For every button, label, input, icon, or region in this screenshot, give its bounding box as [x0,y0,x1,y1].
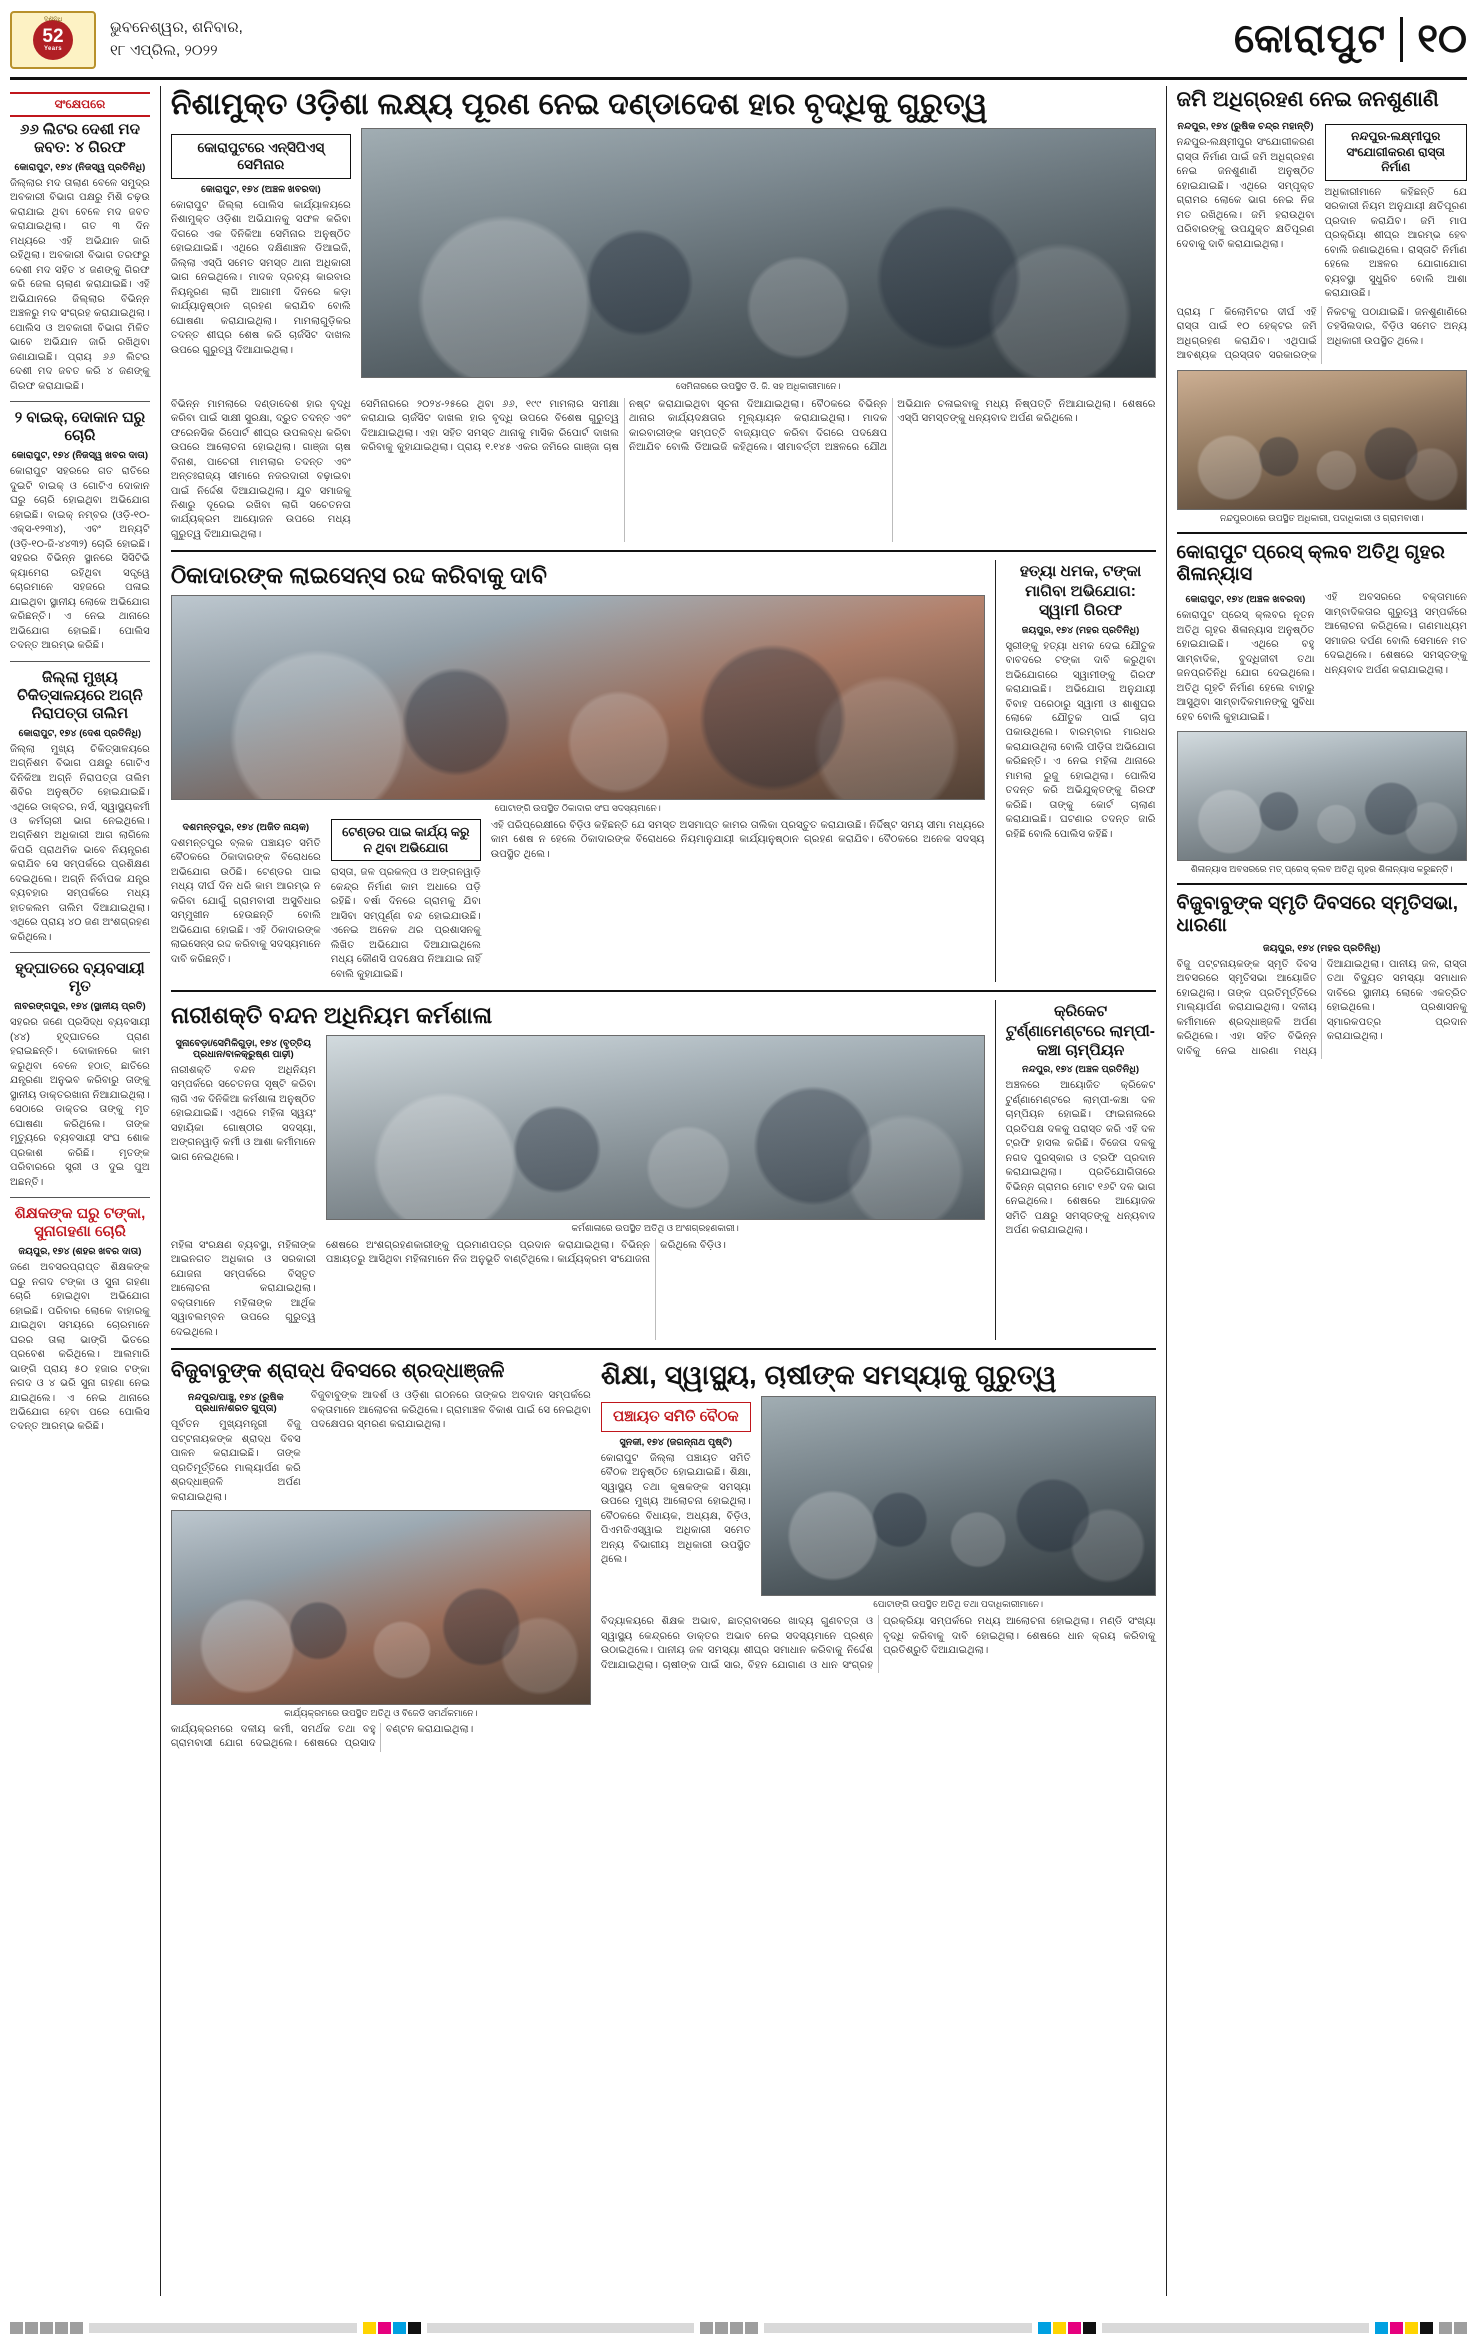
edu-health-story [601,1358,1156,1752]
registration-strip-3 [764,2323,1032,2333]
edu-health-text-rest [601,1615,1156,1673]
page-content [10,86,1467,2296]
masthead-place-line: ଭୁବନେଶ୍ୱର, ଶନିବାର, [110,19,243,36]
nari-text-col-3: ଶେଷରେ ଅଂଶଗ୍ରହଣକାରୀଙ୍କୁ ପ୍ରମାଣପତ୍ର ପ୍ରଦାନ କରାଯାଇଥିଲା। ବିଭିନ୍ନ ପଞ୍ଚାୟତରୁ ଆସିଥିବା ମହିଳାମାନେ ନିଜ ଅନୁଭୂତି ବାଣ୍ଟିଥିଲେ। କାର୍ଯ୍ୟକ୍ରମ ସଂଯୋଜନା କରିଥିଲେ ବିଡ଼ିଓ। [325,1239,726,1266]
sraddha-headline: ବିଜୁବାବୁଙ୍କ ଶ୍ରାଦ୍ଧ ଦିବସରେ ଶ୍ରଦ୍ଧାଞ୍ଜଳି [170,1360,505,1383]
sraddha-text-col-2: ବିଜୁବାବୁଙ୍କ ଆଦର୍ଶ ଓ ଓଡ଼ିଶା ଗଠନରେ ତାଙ୍କର ଅବଦାନ ସମ୍ପର୍କରେ ବକ୍ତାମାନେ ଆଲୋଚନା କରିଥିଲେ। ଗ୍ରାମାଞ୍ଚଳ ବିକାଶ ପାଇଁ ସେ ନେଇଥିବା ପଦକ୍ଷେପର ସ୍ମରଣ କରାଯାଇଥିଲା। [310,1390,591,1431]
column-rule [995,1000,996,1340]
brief-dateline: ଜୟପୁର, ୧୭୪ (ଶହର ଖବର ଦାତା) [18,1246,142,1258]
press-club-text-col-1: କୋରାପୁଟ ପ୍ରେସ୍ କ୍ଲବର ନୂତନ ଅତିଥି ଗୃହର ଶିଳାନ୍ୟାସ ଅନୁଷ୍ଠିତ ହୋଇଯାଇଛି। ଏଥିରେ ବହୁ ସାମ୍ବାଦିକ, ବୁଦ୍ଧିଜୀବୀ ତଥା ଜନପ୍ରତିନିଧି ଯୋଗ ଦେଇଥିଲେ। ଅତିଥି ଗୃହଟି ନିର୍ମାଣ ହେଲେ ବାହାରୁ ଆସୁଥିବା ସାମ୍ବାଦିକମାନଙ୍କୁ ସୁବିଧା ହେବ ବୋଲି କୁହାଯାଇଛି। [1176,610,1315,723]
bottom-row [171,1358,1156,1752]
registration-gray-mid [700,2322,758,2334]
contractor-photo-caption: ପୋଟାଙ୍ଗି ଉପସ୍ଥିତ ଠିକାଦାର ସଂଘ ସଦସ୍ୟମାନେ। [494,802,661,813]
masthead-right [1234,17,1467,62]
brief-headline: ଶିକ୍ଷକଙ୍କ ଘରୁ ଟଙ୍କା, ସୁନାଗହଣା ଚୋରି [14,1205,146,1241]
contractor-kicker-box: ଟେଣ୍ଡର ପାଇ କାର୍ଯ୍ୟ କରୁ ନ ଥିବା ଅଭିଯୋଗ [331,819,481,862]
land-photo-caption: ନନ୍ଦପୁରଠାରେ ଉପସ୍ଥିତ ଅଧିକାରୀ, ପଦାଧିକାରୀ ଓ ଗ୍ରାମବାସୀ। [1219,512,1424,523]
masthead [10,8,1467,80]
registration-strip-4 [1102,2323,1370,2333]
main-column [171,86,1156,2296]
column-rule [995,560,996,982]
edu-health-text-col-2: ବିଦ୍ୟାଳୟରେ ଶିକ୍ଷକ ଅଭାବ, ଛାତ୍ରାବାସରେ ଖାଦ୍ୟ ଗୁଣବତ୍ତା ଓ ସ୍ୱାସ୍ଥ୍ୟ କେନ୍ଦ୍ରରେ ଡାକ୍ତର ଅଭାବ ନେଇ ସଦସ୍ୟମାନେ ପ୍ରଶ୍ନ ଉଠାଇଥିଲେ। ପାନୀୟ ଜଳ ସମସ୍ୟା ଶୀଘ୍ର ସମାଧାନ କରିବାକୁ ନିର୍ଦ୍ଦେଶ ଦିଆଯାଇଥିଲା। [600,1616,874,1671]
nari-photo-caption: କର୍ମଶାଳାରେ ଉପସ୍ଥିତ ଅତିଥି ଓ ଅଂଶଗ୍ରହଣକାରୀ। [571,1222,739,1233]
brief-item [10,960,150,1190]
cricket-text: ଅଞ୍ଚଳରେ ଆୟୋଜିତ କ୍ରିକେଟ ଟୁର୍ଣ୍ଣାମେଣ୍ଟରେ ଲାମ୍ପୀ-କଞ୍ଚା ଦଳ ଚାମ୍ପିୟନ ହୋଇଛି। ଫାଇନାଲରେ ପ୍ରତିପକ୍ଷ ଦଳକୁ ପରାସ୍ତ କରି ଏହି ଦଳ ଟ୍ରଫି ହାସଲ କରିଛି। ବିଜେତା ଦଳକୁ ନଗଦ ପୁରସ୍କାର ଓ ଟ୍ରଫି ପ୍ରଦାନ କରାଯାଇଥିଲା। ପ୍ରତିଯୋଗିତାରେ ବିଭିନ୍ନ ଗ୍ରାମର ମୋଟ ୧୬ଟି ଦଳ ଭାଗ ନେଇଥିଲେ। ଶେଷରେ ଆୟୋଜକ ସମିତି ପକ୍ଷରୁ ସମସ୍ତଙ୍କୁ ଧନ୍ୟବାଦ ଅର୍ପଣ କରାଯାଇଥିଲା। [1005,1080,1156,1237]
lead-text-rest [361,398,1156,543]
lead-top-row [171,128,1156,392]
brief-divider [10,952,150,953]
brief-item [10,669,150,946]
brief-divider [10,401,150,402]
press-club-text-col-2: ଏହି ଅବସରରେ ବକ୍ତାମାନେ ସାମ୍ବାଦିକତାର ଗୁରୁତ୍ୱ ସମ୍ପର୍କରେ ଆଲୋଚନା କରିଥିଲେ। ଗଣମାଧ୍ୟମ ସମାଜର ଦର୍ପଣ ବୋଲି ସେମାନେ ମତ ଦେଇଥିଲେ। ଶେଷରେ ସମସ୍ତଙ୍କୁ ଧନ୍ୟବାଦ ଅର୍ପଣ କରାଯାଇଥିଲା। [1324,592,1467,676]
brief-text: ସହରର ଜଣେ ପ୍ରସିଦ୍ଧ ବ୍ୟବସାୟୀ (୪୪) ହୃଦ୍‌ଘାତରେ ପ୍ରାଣ ହରାଇଛନ୍ତି। ଦୋକାନରେ କାମ କରୁଥିବା ବେଳେ ହଠାତ୍ ଛାତିରେ ଯନ୍ତ୍ରଣା ଅନୁଭବ କରିବାରୁ ତାଙ୍କୁ ସ୍ଥାନୀୟ ଡାକ୍ତରଖାନା ନିଆଯାଇଥିଲା। ସେଠାରେ ଡାକ୍ତର ତାଙ୍କୁ ମୃତ ଘୋଷଣା କରିଥିଲେ। ତାଙ୍କ ମୃତ୍ୟୁରେ ବ୍ୟବସାୟୀ ସଂଘ ଶୋକ ପ୍ରକାଶ କରିଛି। ମୃତଙ୍କ ପରିବାରରେ ସ୍ତ୍ରୀ ଓ ଦୁଇ ପୁଅ ଅଛନ୍ତି। [10,1017,150,1188]
brief-headline: ହୃଦ୍‌ଘାତରେ ବ୍ୟବସାୟୀ ମୃତ [15,960,145,996]
sraddha-dateline: ନନ୍ଦପୁର/ପାଞ୍ଚୁ, ୧୭୪ (ରୁଷିକ ପ୍ରଧାନ/ଶରତ ଗୁପ୍ତା) [187,1392,284,1415]
brief-dateline: କୋରାପୁଟ, ୧୭୪ (ଦେଶ ପ୍ରତିନିଧି) [18,727,142,739]
section-divider [171,550,1156,552]
lead-photo [361,128,1156,378]
logo-number: 52 [42,26,64,47]
memorial-headline: ବିଜୁବାବୁଙ୍କ ସ୍ମୃତି ଦିବସରେ ସ୍ମୃତିସଭା, ଧାରଣା [1176,893,1459,937]
edu-health-headline: ଶିକ୍ଷା, ସ୍ୱାସ୍ଥ୍ୟ, ଚାଷୀଙ୍କ ସମସ୍ୟାକୁ ଗୁରୁତ୍ୱ [600,1360,1057,1391]
sraddha-photo [171,1510,591,1705]
masthead-dateline [110,17,243,62]
publication-logo [10,11,96,69]
murder-story [1006,560,1156,982]
section-divider [1177,532,1467,534]
right-column [1177,86,1467,2296]
contractor-dateline: ଦଶମନ୍ତପୁର, ୧୭୪ (ଅଜିତ ନାୟକ) [182,821,310,833]
land-dateline: ନନ୍ଦପୁର, ୧୭୪ (ରୁଷିକ ଚନ୍ଦ୍ର ମହାନ୍ତି) [1177,121,1314,133]
briefs-column [10,86,150,2296]
cricket-story [1006,1000,1156,1340]
section-title: କୋରାପୁଟ [1234,17,1387,61]
press-club-dateline: କୋରାପୁଟ, ୧୭୪ (ଅଞ୍ଚଳ ଖବରଦା) [1185,594,1306,606]
cricket-dateline: ନନ୍ଦପୁର, ୧୭୪ (ଅଞ୍ଚଳ ପ୍ରତିନିଧି) [1022,1064,1140,1076]
logo-anniversary-badge [33,20,73,60]
memorial-text-col-2: ଏହା ସହିତ ବିଭିନ୍ନ ଦାବିକୁ ନେଇ ଧାରଣା ମଧ୍ୟ ଦିଆଯାଇଥିଲା। ପାନୀୟ ଜଳ, ରାସ୍ତା ତଥା ବିଦ୍ୟୁତ ସମସ୍ୟା ସମାଧାନ ଦାବିରେ ସ୍ଥାନୀୟ ଲୋକେ ଏକତ୍ରିତ ହୋଇଥିଲେ। ପ୍ରଶାସନକୁ ସ୍ମାରକପତ୍ର ପ୍ରଦାନ କରାଯାଇଥିଲା। [1176,958,1467,1057]
lead-text-col-2: ବିଭିନ୍ନ ମାମଲାରେ ଦଣ୍ଡାଦେଶ ହାର ବୃଦ୍ଧି କରିବା ପାଇଁ ସାକ୍ଷୀ ସୁରକ୍ଷା, ଦ୍ରୁତ ତଦନ୍ତ ଏବଂ ଫରେନସିକ ରିପୋର୍ଟ ଶୀଘ୍ର ଉପଲବ୍ଧ କରିବା ଉପରେ ଆଲୋଚନା ହୋଇଥିଲା। ଗାଞ୍ଜା ଚାଷ ବିନାଶ, ପାଚେରୀ ମାମଲାର ତଦନ୍ତ ଏବଂ ଅନ୍ତଃରାଜ୍ୟ ସୀମାରେ ନଜରଦାରୀ ବଢ଼ାଇବା ପାଇଁ ନିର୍ଦ୍ଦେଶ ଦିଆଯାଇଥିଲା। ଯୁବ ସମାଜକୁ ନିଶାରୁ ଦୂରେଇ ରଖିବା ଲାଗି ସଚେତନତା କାର୍ଯ୍ୟକ୍ରମ ଆୟୋଜନ ଉପରେ ମଧ୍ୟ ଗୁରୁତ୍ୱ ଦିଆଯାଇଥିଲା। [170,398,351,540]
section-divider [1177,883,1467,885]
land-text-col-3: ପ୍ରାୟ ୮ କିଲୋମିଟର ଦୀର୍ଘ ଏହି ରାସ୍ତା ପାଇଁ ୧୦ ହେକ୍ଟର ଜମି ଅଧିଗ୍ରହଣ କରାଯିବ। ଏଥିପାଇଁ ଆବଶ୍ୟକ ପ୍ରସ୍ତାବ ସରକାରଙ୍କ ନିକଟକୁ ପଠାଯାଇଛି। ଜନଶୁଣାଣିରେ ତହସିଲଦାର, ବିଡ଼ିଓ ସମେତ ଅନ୍ୟ ଅଧିକାରୀ ଉପସ୍ଥିତ ଥିଲେ। [1176,306,1467,362]
logo-years-label: Years [43,46,63,52]
contractor-photo [171,595,985,800]
nari-row [171,1000,1156,1340]
brief-text: ଜିଲ୍ଲାର ମଦ ତାଲାଣ ବେଳେ ସମୁଦ୍ର ଅବକାରୀ ବିଭାଗ ପକ୍ଷରୁ ମିଶି ଚଢ଼ଉ କରାଯାଇ ଥିବା ବେଳେ ମଦ ଜବତ କରାଯାଇଥିଲା। ଗତ ୩ ଦିନ ମଧ୍ୟରେ ଏହି ଅଭିଯାନ ଜାରି ରହିଥିଲା। ଅବକାରୀ ବିଭାଗ ତରଫରୁ ଦେଶୀ ମଦ ସହିତ ୪ ଜଣଙ୍କୁ ଗିରଫ କରି ଜେଲ ଚାଲାଣ କରାଯାଇଛି। ଏହି ଅଭିଯାନରେ ଜିଲ୍ଲାର ବିଭିନ୍ନ ଅଞ୍ଚଳରୁ ମଦ ସଂଗ୍ରହ କରାଯାଇଥିଲା। ପୋଲିସ ଓ ଅବକାରୀ ବିଭାଗ ମିଳିତ ଭାବେ ଅଭିଯାନ ଜାରି ରଖିଥିବା ଜଣାଯାଇଛି। ପ୍ରାୟ ୬୬ ଲିଟର ଦେଶୀ ମଦ ଜବତ କରି ୪ ଜଣଙ୍କୁ ଗିରଫ କରାଯାଇଛି। [10,178,150,392]
registration-gray-right [1439,2322,1467,2334]
nari-text-col-1: ନାରୀଶକ୍ତି ବନ୍ଦନ ଅଧିନିୟମ ସମ୍ପର୍କରେ ସଚେତନତା ସୃଷ୍ଟି କରିବା ଲାଗି ଏକ ଦିନିକିଆ କର୍ମଶାଳା ଅନୁଷ୍ଠିତ ହୋଇଯାଇଛି। ଏଥିରେ ମହିଳା ସ୍ୱୟଂ ସହାୟିକା ଗୋଷ୍ଠୀର ସଦସ୍ୟା, ଅଙ୍ଗନୱାଡ଼ି କର୍ମୀ ଓ ଆଶା କର୍ମୀମାନେ ଭାଗ ନେଇଥିଲେ। [170,1064,316,1163]
sraddha-text-col-1: ପୂର୍ବତନ ମୁଖ୍ୟମନ୍ତ୍ରୀ ବିଜୁ ପଟ୍ଟନାୟକଙ୍କ ଶ୍ରାଦ୍ଧ ଦିବସ ପାଳନ କରାଯାଇଛି। ତାଙ୍କ ପ୍ରତିମୂର୍ତ୍ତିରେ ମାଲ୍ୟାର୍ପଣ କରି ଶ୍ରଦ୍ଧାଞ୍ଜଳି ଅର୍ପଣ କରାଯାଇଥିଲା। [170,1419,301,1503]
lead-dateline: କୋରାପୁଟ, ୧୭୪ (ଅଞ୍ଚଳ ଖବରଦା) [200,183,321,195]
sraddha-story [171,1358,591,1752]
print-registration-bar [10,2321,1467,2335]
registration-color-3 [1375,2322,1433,2334]
brief-headline: ୬୬ ଲିଟର ଦେଶୀ ମଦ ଜବତ: ୪ ଗିରଫ [19,121,140,156]
sraddha-photo-caption: କାର୍ଯ୍ୟକ୍ରମରେ ଉପସ୍ଥିତ ଅତିଥି ଓ ବିଜେଡି ସମର୍ଥକମାନେ। [284,1707,478,1718]
memorial-text-col-1: ବିଜୁ ପଟ୍ଟନାୟକଙ୍କ ସ୍ମୃତି ଦିବସ ଅବସରରେ ସ୍ମୃତିସଭା ଆୟୋଜିତ ହୋଇଥିଲା। ତାଙ୍କ ପ୍ରତିମୂର୍ତ୍ତିରେ ମାଲ୍ୟାର୍ପଣ କରାଯାଇଥିଲା। ଦଳୀୟ କର୍ମୀମାନେ ଶ୍ରଦ୍ଧାଞ୍ଜଳି ଅର୍ପଣ କରିଥିଲେ। [1176,958,1317,1043]
memorial-text [1177,958,1467,1059]
registration-strip-2 [427,2323,695,2333]
brief-item [10,409,150,653]
edu-health-dateline: ସୁନକୀ, ୧୭୪ (ଜଗନ୍ନାଥ ପୃଷ୍ଟି) [619,1436,733,1448]
nari-text-col-2: ମହିଳା ସଂରକ୍ଷଣ ବ୍ୟବସ୍ଥା, ମହିଳାଙ୍କ ଆଇନଗତ ଅଧିକାର ଓ ସରକାରୀ ଯୋଜନା ସମ୍ପର୍କରେ ବିସ୍ତୃତ ଆଲୋଚନା କରାଯାଇଥିଲା। ବକ୍ତାମାନେ ମହିଳାଙ୍କ ଆର୍ଥିକ ସ୍ୱାବଲମ୍ବନ ଉପରେ ଗୁରୁତ୍ୱ ଦେଇଥିଲେ। [170,1239,316,1338]
brief-text: ଜିଲ୍ଲା ମୁଖ୍ୟ ଚିକିତ୍ସାଳୟରେ ଅଗ୍ନିଶମ ବିଭାଗ ପକ୍ଷରୁ ଗୋଟିଏ ଦିନିକିଆ ଅଗ୍ନି ନିରାପତ୍ତା ତାଲିମ ଶିବିର ଅନୁଷ୍ଠିତ ହୋଇଯାଇଛି। ଏଥିରେ ଡାକ୍ତର, ନର୍ସ, ସ୍ୱାସ୍ଥ୍ୟକର୍ମୀ ଓ କର୍ମଚାରୀ ଭାଗ ନେଇଥିଲେ। ଅଗ୍ନିଶମ ଅଧିକାରୀ ଆଗ ଲାଗିଲେ କିପରି ପ୍ରାଥମିକ ଭାବେ ନିୟନ୍ତ୍ରଣ କରାଯିବ ସେ ସମ୍ପର୍କରେ ପ୍ରଶିକ୍ଷଣ ଦେଇଥିଲେ। ଅଗ୍ନି ନିର୍ବାପକ ଯନ୍ତ୍ର ବ୍ୟବହାର ସମ୍ପର୍କରେ ମଧ୍ୟ ହାତକଲମ ତାଲିମ ଦିଆଯାଇଥିଲା। ଏଥିରେ ପ୍ରାୟ ୪୦ ଜଣ ଅଂଶଗ୍ରହଣ କରିଥିଲେ। [10,743,150,943]
land-headline: ଜମି ଅଧିଗ୍ରହଣ ନେଇ ଜନଶୁଣାଣି [1176,88,1439,111]
brief-dateline: କୋରାପୁଟ, ୧୭୪ (ନିଜସ୍ୱ ପ୍ରତିନିଧି) [14,162,146,173]
contractor-row [171,560,1156,982]
murder-text: ସ୍ତ୍ରୀଙ୍କୁ ହତ୍ୟା ଧମକ ଦେଇ ଯୌତୁକ ବାବଦରେ ଟଙ୍କା ଦାବି କରୁଥିବା ଅଭିଯୋଗରେ ସ୍ୱାମୀଙ୍କୁ ଗିରଫ କରାଯାଇଛି। ଅଭିଯୋଗ ଅନୁଯାୟୀ ବିବାହ ପରେଠାରୁ ସ୍ୱାମୀ ଓ ଶାଶୁଘର ଲୋକେ ଯୌତୁକ ପାଇଁ ଚାପ ପକାଉଥିଲେ। ବାରମ୍ବାର ମାରଧର କରାଯାଉଥିଲା ବୋଲି ପୀଡ଼ିତା ଅଭିଯୋଗ କରିଛନ୍ତି। ଏ ନେଇ ମହିଳା ଥାନାରେ ମାମଲା ରୁଜୁ ହୋଇଥିଲା। ପୋଲିସ ତଦନ୍ତ କରି ଅଭିଯୁକ୍ତଙ୍କୁ ଗିରଫ କରିଛି। ତାଙ୍କୁ କୋର୍ଟ ଚାଲାଣ କରାଯାଇଛି। ଘଟଣାର ତଦନ୍ତ ଜାରି ରହିଛି ବୋଲି ପୋଲିସ କହିଛି। [1005,640,1156,840]
brief-dateline: ନାବରଙ୍ଗପୁର, ୧୭୪ (ସ୍ଥାନୀୟ ପ୍ରତି) [14,1001,146,1013]
lead-photo-caption: ସେମିନାରରେ ଉପସ୍ଥିତ ଡି. ଜି. ସହ ଅଧିକାରୀମାନେ। [675,380,841,391]
masthead-left [10,11,243,69]
edu-health-text-col-3: ଚାଷୀଙ୍କ ପାଇଁ ସାର, ବିହନ ଯୋଗାଣ ଓ ଧାନ ସଂଗ୍ରହ ପ୍ରକ୍ରିୟା ସମ୍ପର୍କରେ ମଧ୍ୟ ଆଲୋଚନା ହୋଇଥିଲା। ମଣ୍ଡି ସଂଖ୍ୟା ବୃଦ୍ଧି କରିବାକୁ ଦାବି ହୋଇଥିଲା। ଶେଷରେ ଧାନ କ୍ରୟ କରିବାକୁ ପ୍ରତିଶ୍ରୁତି ଦିଆଯାଇଥିଲା। [662,1616,1156,1671]
land-kicker-box: ନନ୍ଦପୁର-ଲକ୍ଷ୍ମୀପୁର ସଂଯୋଗୀକରଣ ରାସ୍ତା ନିର୍ମାଣ [1325,124,1467,181]
press-club-headline: କୋରାପୁଟ ପ୍ରେସ୍ କ୍ଲବ ଅତିଥି ଗୃହର ଶିଳାନ୍ୟାସ [1176,541,1445,585]
brief-headline: ୨ ବାଇକ୍, ଦୋକାନ ଘରୁ ଚୋରି [14,409,146,445]
contractor-text-col-3: ଏହି ପରିପ୍ରେକ୍ଷୀରେ ବିଡ଼ିଓ କହିଛନ୍ତି ଯେ ସମସ୍ତ ଅସମାପ୍ତ କାମର ତାଲିକା ପ୍ରସ୍ତୁତ କରାଯାଉଛି। ନିର୍ଦ୍ଦିଷ୍ଟ ସମୟ ସୀମା ମଧ୍ୟରେ କାମ ଶେଷ ନ ହେଲେ ଠିକାଦାରଙ୍କ ବିରୋଧରେ ନିୟମାନୁଯାୟୀ କାର୍ଯ୍ୟାନୁଷ୍ଠାନ ଗ୍ରହଣ କରାଯିବ। ବୈଠକରେ ଅନେକ ସଦସ୍ୟ ଉପସ୍ଥିତ ଥିଲେ। [490,819,985,860]
registration-strip-1 [89,2323,357,2333]
lead-bottom-row [171,398,1156,543]
lead-headline: ନିଶାମୁକ୍ତ ଓଡ଼ିଶା ଲକ୍ଷ୍ୟ ପୂରଣ ନେଇ ଦଣ୍ଡାଦେଶ ହାର ବୃଦ୍ଧିକୁ ଗୁରୁତ୍ୱ [170,88,988,121]
brief-dateline: କୋରାପୁଟ, ୧୭୪ (ନିଜସ୍ୱ ଖବର ଦାତା) [11,450,149,462]
registration-color-1 [363,2322,421,2334]
brief-divider [10,1197,150,1198]
edu-health-photo [761,1396,1156,1596]
section-divider [171,990,1156,992]
contractor-text-col-2: ରାସ୍ତା, ଜଳ ପ୍ରକଳ୍ପ ଓ ଅଙ୍ଗନୱାଡ଼ି କେନ୍ଦ୍ର ନିର୍ମାଣ କାମ ଅଧାରେ ପଡ଼ି ରହିଛି। ବର୍ଷା ଦିନରେ ଗ୍ରାମକୁ ଯିବା ଆସିବା ସମ୍ପୂର୍ଣ୍ଣ ବନ୍ଦ ହୋଇଯାଉଛି। ଏନେଇ ଅନେକ ଥର ପ୍ରଶାସନକୁ ଲିଖିତ ଅଭିଯୋଗ ଦିଆଯାଇଥିଲେ ମଧ୍ୟ କୌଣସି ପଦକ୍ଷେପ ନିଆଯାଇ ନାହିଁ ବୋଲି କୁହାଯାଇଛି। [330,867,481,980]
contractor-text-col-1: ଦଶମନ୍ତପୁର ବ୍ଲକ ପଞ୍ଚାୟତ ସମିତି ବୈଠକରେ ଠିକାଦାରଙ୍କ ବିରୋଧରେ ଅଭିଯୋଗ ଉଠିଛି। ଟେଣ୍ଡର ପାଇ ମଧ୍ୟ ଦୀର୍ଘ ଦିନ ଧରି କାମ ଆରମ୍ଭ ନ କରିବା ଯୋଗୁଁ ଗ୍ରାମବାସୀ ଅସୁବିଧାର ସମ୍ମୁଖୀନ ହେଉଛନ୍ତି ବୋଲି ଅଭିଯୋଗ ହୋଇଛି। ଏହି ଠିକାଦାରଙ୍କ ଲାଇସେନ୍ସ ରଦ୍ଦ କରିବାକୁ ସଦସ୍ୟମାନେ ଦାବି କରିଛନ୍ତି। [170,837,321,965]
column-rule [160,86,161,2296]
land-text-col-2: ଅଧିକାରୀମାନେ କହିଛନ୍ତି ଯେ ସରକାରୀ ନିୟମ ଅନୁଯାୟୀ କ୍ଷତିପୂରଣ ପ୍ରଦାନ କରାଯିବ। ଜମି ମାପ ପ୍ରକ୍ରିୟା ଶୀଘ୍ର ଆରମ୍ଭ ହେବ ବୋଲି ଜଣାଇଥିଲେ। ରାସ୍ତାଟି ନିର୍ମାଣ ହେଲେ ଅଞ୍ଚଳର ଯୋଗାଯୋଗ ବ୍ୟବସ୍ଥା ସୁଧୁରିବ ବୋଲି ଆଶା କରାଯାଉଛି। [1324,186,1467,300]
edu-health-text-col-1: କୋରାପୁଟ ଜିଲ୍ଲା ପଞ୍ଚାୟତ ସମିତି ବୈଠକ ଅନୁଷ୍ଠିତ ହୋଇଯାଇଛି। ଶିକ୍ଷା, ସ୍ୱାସ୍ଥ୍ୟ ତଥା କୃଷକଙ୍କ ସମସ୍ୟା ଉପରେ ମୁଖ୍ୟ ଆଲୋଚନା ହୋଇଥିଲା। ବୈଠକରେ ବିଧାୟକ, ଅଧ୍ୟକ୍ଷ, ବିଡ଼ିଓ, ପିଏମଜିଏସ୍‌ୱାଇ ଅଧିକାରୀ ସମେତ ଅନ୍ୟ ବିଭାଗୀୟ ଅଧିକାରୀ ଉପସ୍ଥିତ ଥିଲେ। [600,1452,751,1566]
registration-color-2 [1038,2322,1096,2334]
page-number: ୧୦ [1400,17,1467,62]
logo-top-text: ଦଶନ୍ଧି [43,15,63,23]
edu-health-kicker-box: ପଞ୍ଚାୟତ ସମିତି ବୈଠକ [601,1402,751,1432]
land-text-col-1: ନନ୍ଦପୁର-ଲକ୍ଷ୍ମୀପୁର ସଂଯୋଗୀକରଣ ରାସ୍ତା ନିର୍ମାଣ ପାଇଁ ଜମି ଅଧିଗ୍ରହଣ ନେଇ ଜନଶୁଣାଣି ଅନୁଷ୍ଠିତ ହୋଇଯାଇଛି। ଏଥିରେ ସମ୍ପୃକ୍ତ ଗ୍ରାମର ଲୋକେ ଭାଗ ନେଇ ନିଜ ମତ ରଖିଥିଲେ। ଜମି ହରାଉଥିବା ପରିବାରଙ୍କୁ ଉପଯୁକ୍ତ କ୍ଷତିପୂରଣ ଦେବାକୁ ଦାବି କରାଯାଇଥିଲା। [1176,137,1315,250]
land-photo [1177,370,1467,510]
nari-photo [326,1035,985,1220]
press-club-photo-caption: ଶିଳାନ୍ୟାସ ଅବସରରେ ମତ୍ ପ୍ରେସ୍ କ୍ଲବ ଅତିଥି ଗୃହର ଶିଳାନ୍ୟାସ କରୁଛନ୍ତି। [1190,864,1453,875]
edu-health-photo-caption: ପୋଟାଙ୍ଗି ଉପସ୍ଥିତ ଅତିଥି ତଥା ପଦାଧିକାରୀମାନେ। [873,1599,1044,1610]
lead-text-col-4: ବୈଠକରେ ବିଭିନ୍ନ ଥାନାର କାର୍ଯ୍ୟଦକ୍ଷତାର ମୂଲ୍ୟାୟନ କରାଯାଇଥିଲା। ମାଦକ କାରବାରୀଙ୍କ ସମ୍ପତ୍ତି ବାଜ୍ୟାପ୍ତ କରିବା ଦିଗରେ ପଦକ୍ଷେପ ନିଆଯିବ ବୋଲି ଡିଆଇଜି କହିଥିଲେ। ସୀମାବର୍ତ୍ତୀ ଅଞ୍ଚଳରେ ଯୌଥ ଅଭିଯାନ ଚଳାଇବାକୁ ମଧ୍ୟ ନିଷ୍ପତ୍ତି ନିଆଯାଇଥିଲା। ଶେଷରେ ଏସ୍‌ପି ସମସ୍ତଙ୍କୁ ଧନ୍ୟବାଦ ଅର୍ପଣ କରିଥିଲେ। [629,398,1156,454]
sraddha-text-col-3: କାର୍ଯ୍ୟକ୍ରମରେ ଦଳୀୟ କର୍ମୀ, ସମର୍ଥକ ତଥା ବହୁ ଗ୍ରାମବାସୀ ଯୋଗ ଦେଇଥିଲେ। ଶେଷରେ ପ୍ରସାଦ ବଣ୍ଟନ କରାଯାଇଥିଲା। [170,1723,474,1750]
nari-dateline: ସୁନାବେଡ଼ା/ସେମିଳିଗୁଡ଼ା, ୧୭୪ (ବୃତ୍ତିୟ ପ୍ରଧାନ/ବାଳକ୍ରୁଷ୍ଣ ପାଢ଼ୀ) [175,1037,312,1060]
lead-text-col-3: ସେମିନାରରେ ୨୦୨୪-୨୫ରେ ଥିବା ୬୬, ୧୯୯ ମାମଲାର ସମୀକ୍ଷା କରାଯାଇ ଚାର୍ଜସିଟ ଦାଖଲ ହାର ବୃଦ୍ଧି ଉପରେ ବିଶେଷ ଗୁରୁତ୍ୱ ଦିଆଯାଇଥିଲା। ଏହା ସହିତ ସମସ୍ତ ଥାନାକୁ ମାସିକ ରିପୋର୍ଟ ଦାଖଲ କରିବାକୁ କୁହାଯାଇଥିଲା। ପ୍ରାୟ ୧.୧୪୫ ଏକର ଜମିରେ ଗାଞ୍ଜା ଚାଷ ନଷ୍ଟ କରାଯାଇଥିବା ସୂଚନା ଦିଆଯାଇଥିଲା। [360,398,804,454]
murder-headline: ହତ୍ୟା ଧମକ, ଟଙ୍କା ମାଗିବା ଅଭିଯୋଗ: ସ୍ୱାମୀ ଗିରଫ [1019,563,1142,620]
contractor-headline: ଠିକାଦାରଙ୍କ ଲାଇସେନ୍ସ ରଦ୍ଦ କରିବାକୁ ଦାବି [170,562,547,589]
brief-divider [10,661,150,662]
masthead-date-line: ୧୮ ଏପ୍ରିଲ, ୨୦୨୨ [110,41,218,59]
lead-text-col-1: କୋରାପୁଟ ଜିଲ୍ଲା ପୋଲିସ କାର୍ଯ୍ୟାଳୟରେ ନିଶାମୁକ୍ତ ଓଡ଼ିଶା ଅଭିଯାନକୁ ସଫଳ କରିବା ଦିଗରେ ଏକ ଦିନିକିଆ ସେମିନାର ଅନୁଷ୍ଠିତ ହୋଇଯାଇଛି। ଏଥିରେ ଦକ୍ଷିଣାଞ୍ଚଳ ଡିଆଇଜି, ଜିଲ୍ଲା ଏସ୍‌ପି ସମେତ ସମସ୍ତ ଥାନା ଅଧିକାରୀ ଭାଗ ନେଇଥିଲେ। ମାଦକ ଦ୍ରବ୍ୟ କାରବାର ନିୟନ୍ତ୍ରଣ ଲାଗି ଆଗାମୀ ଦିନରେ କଡ଼ା କାର୍ଯ୍ୟାନୁଷ୍ଠାନ ଗ୍ରହଣ କରାଯିବ ବୋଲି ଘୋଷଣା କରାଯାଇଥିଲା। ମାମଲାଗୁଡ଼ିକର ତଦନ୍ତ ଶୀଘ୍ର ଶେଷ କରି ଚାର୍ଜସିଟ ଦାଖଲ ଉପରେ ଗୁରୁତ୍ୱ ଦିଆଯାଇଥିଲା। [170,199,351,356]
memorial-dateline: ଜୟପୁର, ୧୭୪ (ମହର ପ୍ରତିନିଧି) [1263,942,1381,954]
column-rule [1166,86,1167,2296]
murder-dateline: ଜୟପୁର, ୧୭୪ (ମହର ପ୍ରତିନିଧି) [1021,624,1140,636]
brief-text: କୋରାପୁଟ ସହରରେ ଗତ ରାତିରେ ଦୁଇଟି ବାଇକ୍ ଓ ଗୋଟିଏ ଦୋକାନ ଘରୁ ଚୋରି ହୋଇଥିବା ଅଭିଯୋଗ ହୋଇଛି। ବାଇକ୍ ନମ୍ବର (ଓଡ଼ି-୧୦-ଏକ୍ସ-୧୨୩୪), ଏବଂ ଅନ୍ୟଟି (ଓଡ଼ି-୧୦-ଜି-୪୪୩୨) ଚୋରି ହୋଇଛି। ସହରର ବିଭିନ୍ନ ସ୍ଥାନରେ ସିସିଟିଭି କ୍ୟାମେରା ରହିଥିବା ସତ୍ତ୍ୱେ ଚୋରମାନେ ସହଜରେ ପଳାଇ ଯାଇଥିବା ସ୍ଥାନୀୟ ଲୋକେ ଅଭିଯୋଗ କରିଛନ୍ତି। ଏ ନେଇ ଥାନାରେ ଅଭିଯୋଗ ହୋଇଛି। ପୋଲିସ ତଦନ୍ତ ଆରମ୍ଭ କରିଛି। [10,466,150,652]
brief-item [10,1205,150,1435]
briefs-header: ସଂକ୍ଷେପରେ [10,92,150,117]
lead-kicker-box: କୋରାପୁଟରେ ଏନ୍‌ସିପିଏସ୍ ସେମିନାର [171,134,351,179]
press-club-photo [1177,731,1467,861]
brief-headline: ଜିଲ୍ଲା ମୁଖ୍ୟ ଚିକିତ୍ସାଳୟରେ ଅଗ୍ନି ନିରାପତ୍ତା ତାଲିମ [17,668,143,722]
cricket-headline: କ୍ରିକେଟ ଟୁର୍ଣ୍ଣାମେଣ୍ଟରେ ଲାମ୍ପୀ-କଞ୍ଚା ଚାମ୍ପିୟନ [1006,1003,1155,1059]
nari-headline: ନାରୀଶକ୍ତି ବନ୍ଦନ ଅଧିନିୟମ କର୍ମଶାଳା [170,1002,493,1029]
brief-item [10,121,150,394]
brief-text: ଜଣେ ଅବସରପ୍ରାପ୍ତ ଶିକ୍ଷକଙ୍କ ଘରୁ ନଗଦ ଟଙ୍କା ଓ ସୁନା ଗହଣା ଚୋରି ହୋଇଥିବା ଅଭିଯୋଗ ହୋଇଛି। ପରିବାର ଲୋକେ ବାହାରକୁ ଯାଇଥିବା ସମୟରେ ଚୋରମାନେ ଘରର ତାଲା ଭାଙ୍ଗି ଭିତରେ ପ୍ରବେଶ କରିଥିଲେ। ଆଲମାରି ଭାଙ୍ଗି ପ୍ରାୟ ୫୦ ହଜାର ଟଙ୍କା ନଗଦ ଓ ୪ ଭରି ସୁନା ଗହଣା ନେଇ ଯାଇଥିଲେ। ଏ ନେଇ ଥାନାରେ ଅଭିଯୋଗ ହେବା ପରେ ପୋଲିସ ତଦନ୍ତ ଆରମ୍ଭ କରିଛି। [10,1262,150,1433]
section-divider [171,1348,1156,1350]
registration-gray-left [10,2322,83,2334]
